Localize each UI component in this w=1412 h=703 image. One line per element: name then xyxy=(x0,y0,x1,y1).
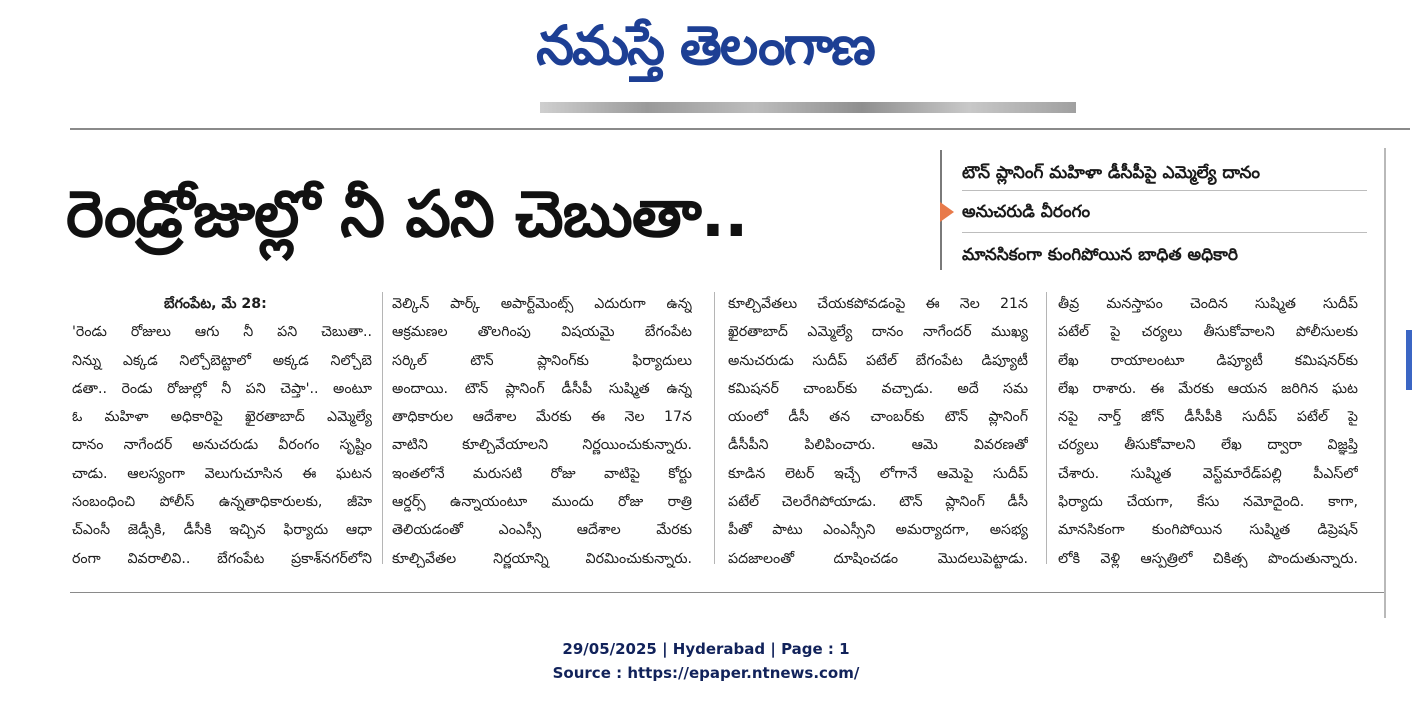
column-line: లేఖ రాయాలంటూ డిప్యూటీ కమిషనర్‌కు xyxy=(1058,352,1358,369)
column-line: సంబంధించి పోలీస్ ఉన్నతాధికారులకు, జీహె xyxy=(72,494,372,511)
column-line: దానం నాగేందర్ అనుచరుడు వీరంగం సృష్టిం xyxy=(72,437,372,454)
dateline: బేగంపేట, మే 28: xyxy=(164,296,267,312)
column-line: చ్ఎంసీ జెడ్సీకి, డీసీకి ఇచ్చిన ఫిర్యాదు ఆధా xyxy=(72,522,372,539)
article-column-4 xyxy=(1058,290,1358,575)
column-line: డీసీపీని పిలిపించారు. ఆమె వివరణతో xyxy=(728,437,1028,454)
column-line: నిన్ను ఎక్కడ నిల్చోబెట్టాలో అక్కడ నిల్చోబె xyxy=(72,352,372,369)
column-line: రంగా వివరాలివి.. బేగంపేట ప్రకాశ్‌నగర్‌లోని xyxy=(72,550,372,567)
deck-arrow-icon xyxy=(940,202,954,222)
right-border xyxy=(1384,148,1386,618)
column-line: కమిషనర్ చాంబర్‌కు వచ్చాడు. అదే సమ xyxy=(728,380,1028,397)
column-divider xyxy=(1046,292,1047,564)
column-line: వెల్కిన్ పార్క్ అపార్ట్‌మెంట్స్ ఎదురుగా ఉన్న xyxy=(392,296,692,312)
edge-color-mark xyxy=(1406,330,1412,390)
column-line: తీవ్ర మనస్తాపం చెందిన సుష్మిత సుదీప్ xyxy=(1058,296,1358,312)
column-line: 'రెండు రోజులు ఆగు నీ పని చెబుతా.. xyxy=(72,324,372,341)
masthead-logo: నమస్తే తెలంగాణ xyxy=(536,14,874,77)
column-line: తాధికారుల ఆదేశాల మేరకు ఈ నెల 17న xyxy=(392,409,692,426)
column-line: యంలో డీసీ తన చాంబర్‌కు టౌన్ ప్లానింగ్ xyxy=(728,409,1028,426)
deck-box xyxy=(940,150,1372,270)
column-line: ఇంతలోనే మరుసటి రోజు వాటిపై కోర్టు xyxy=(392,465,692,482)
deck-separator xyxy=(962,190,1367,191)
footer-date-page: 29/05/2025 | Hyderabad | Page : 1 xyxy=(562,640,850,658)
column-line: పటేల్ పై చర్యలు తీసుకోవాలని పోలీసులకు xyxy=(1058,324,1358,341)
column-line: వాటిని కూల్చివేయాలని నిర్ణయించుకున్నారు. xyxy=(392,437,692,454)
footer-source-link[interactable]: Source : https://epaper.ntnews.com/ xyxy=(552,664,860,682)
column-line: ఆర్డర్స్ ఉన్నాయంటూ ముందు రోజు రాత్రి xyxy=(392,494,692,511)
column-line: కూల్చివేతల నిర్ణయాన్ని విరమించుకున్నారు. xyxy=(392,550,692,567)
deck-line-1: టౌన్ ప్లానింగ్ మహిళా డీసీపీపై ఎమ్మెల్యే దానం xyxy=(962,163,1261,183)
column-line: ఖైరతాబాద్ ఎమ్మెల్యే దానం నాగేందర్ ముఖ్య xyxy=(728,324,1028,341)
deck-line-2: అనుచరుడి వీరంగం xyxy=(962,202,1091,222)
column-line: పదజాలంతో దూషించడం మొదలుపెట్టాడు. xyxy=(728,550,1028,567)
column-line: ఆక్రమణల తొలగింపు విషయమై బేగంపేట xyxy=(392,324,692,341)
column-line: డతా.. రెండు రోజుల్లో నీ పని చెప్తా'.. అంటూ xyxy=(72,380,372,397)
column-line: ఓ మహిళా అధికారిపై ఖైరతాబాద్ ఎమ్మెల్యే xyxy=(72,409,372,426)
column-line: మానసికంగా కుంగిపోయిన సుష్మిత డిప్రెషన్ xyxy=(1058,522,1358,539)
deck-separator xyxy=(962,232,1367,233)
column-line: చేశారు. సుష్మిత వెస్ట్‌మారేడ్‌పల్లి పీఎస్‌లో xyxy=(1058,465,1358,482)
column-line: సర్కిల్ టౌన్ ప్లానింగ్‌కు ఫిర్యాదులు xyxy=(392,352,692,369)
article-column-2 xyxy=(392,290,692,575)
column-line: చాడు. ఆలస్యంగా వెలుగుచూసిన ఈ ఘటన xyxy=(72,465,372,482)
column-line: చర్యలు తీసుకోవాలని లేఖ ద్వారా విజ్ఞప్తి xyxy=(1058,437,1358,454)
column-line: పటేల్ చెలరేగిపోయాడు. టౌన్ ప్లానింగ్ డీసీ xyxy=(728,494,1028,511)
column-divider xyxy=(714,292,715,564)
column-line: లేఖ రాశారు. ఈ మేరకు ఆయన జరిగిన ఘట xyxy=(1058,380,1358,397)
column-line: లోకి వెళ్లి ఆస్పత్రిలో చికిత్స పొందుతున్నారు. xyxy=(1058,550,1358,567)
article-column-3 xyxy=(728,290,1028,575)
column-line: అనుచరుడు సుదీప్ పటేల్ బేగంపేట డిప్యూటీ xyxy=(728,352,1028,369)
column-line: కూడిన లెటర్ ఇచ్చే లోగానే ఆమెపై సుదీప్ xyxy=(728,465,1028,482)
article-column-1 xyxy=(72,290,372,575)
column-line: తెలియడంతో ఎంఎస్సీ ఆదేశాల మేరకు xyxy=(392,522,692,539)
top-divider xyxy=(70,128,1410,130)
column-divider xyxy=(382,292,383,564)
masthead-photo-strip xyxy=(540,102,1076,113)
bottom-divider xyxy=(70,592,1384,593)
headline: రెండ్రోజుల్లో నీ పని చెబుతా.. xyxy=(66,178,748,252)
column-line: అందాయి. టౌన్ ప్లానింగ్ డీసీపీ సుష్మిత ఉన్న xyxy=(392,380,692,397)
deck-line-3: మానసికంగా కుంగిపోయిన బాధిత అధికారి xyxy=(962,245,1238,265)
column-line: నపై నార్త్ జోన్ డీసీపీకి సుదీప్ పటేల్ పై xyxy=(1058,409,1358,426)
column-line: కూల్చివేతలు చేయకపోవడంపై ఈ నెల 21న xyxy=(728,296,1028,312)
column-line: పీతో పాటు ఎంఎస్సీని అమర్యాదగా, అసభ్య xyxy=(728,522,1028,539)
column-line: ఫిర్యాదు చేయగా, కేసు నమోదైంది. కాగా, xyxy=(1058,494,1358,511)
